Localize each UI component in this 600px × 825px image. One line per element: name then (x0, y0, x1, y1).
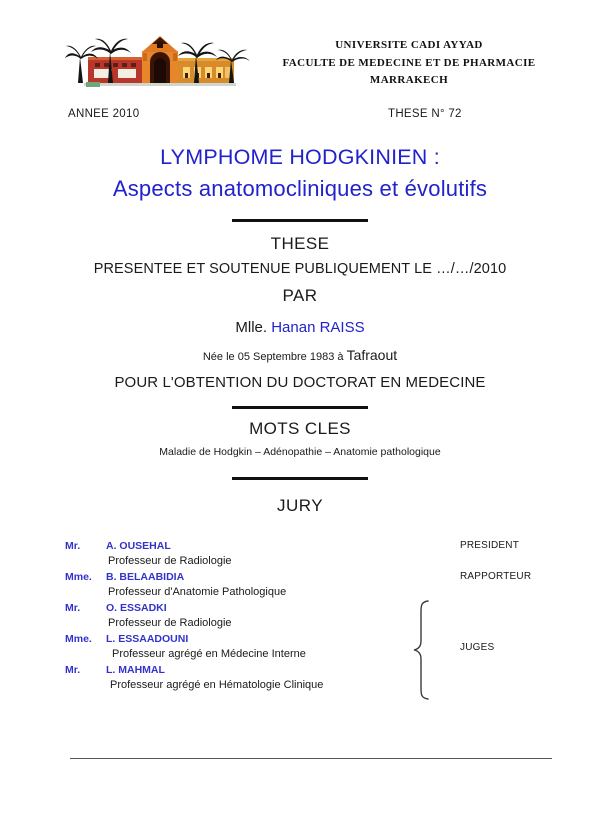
academic-year: ANNEE 2010 (68, 108, 140, 120)
jury-member-description: Professeur de Radiologie (108, 555, 232, 567)
jury-member-identity (0, 571, 600, 586)
candidate-civility: Mlle. (235, 319, 268, 336)
jury-member-description: Professeur de Radiologie (108, 617, 232, 629)
year-and-thesis-number-row (0, 108, 600, 124)
birth-date-prefix: Née le 05 Septembre 1983 à (202, 351, 344, 363)
jury-member-civility: Mr. (65, 540, 81, 552)
footer-rule (70, 758, 552, 759)
jury-member-identity (0, 664, 600, 679)
candidate-birth-line (0, 347, 600, 363)
jury-member-civility: Mr. (65, 602, 81, 614)
jury-member-row (0, 602, 600, 629)
jury-member-role: RAPPORTEUR (460, 571, 532, 582)
page-header (0, 33, 600, 95)
thesis-presentation-line: PRESENTEE ET SOUTENUE PUBLIQUEMENT LE …/…/2010 (93, 261, 507, 277)
jury-member-civility: Mr. (65, 664, 81, 676)
degree-purpose-line: POUR L'OBTENTION DU DOCTORAT EN MEDECINE (114, 374, 486, 391)
jury-member-row (0, 540, 600, 567)
jury-member-list (0, 540, 600, 700)
jury-member-identity (0, 602, 600, 617)
jury-member-identity (0, 633, 600, 648)
jury-member-civility: Mme. (65, 633, 92, 645)
jury-member-name: O. ESSADKI (106, 602, 167, 614)
jury-member-description: Professeur d'Anatomie Pathologique (108, 586, 287, 598)
birth-place: Tafraout (346, 347, 398, 363)
jury-member-row (0, 664, 600, 691)
title-line-2: Aspects anatomocliniques et évolutifs (112, 176, 488, 201)
jury-member-description: Professeur agrégé en Médecine Interne (112, 648, 306, 660)
jury-member-row (0, 633, 600, 660)
candidate-line (0, 319, 600, 336)
jury-member-identity (0, 540, 600, 555)
thesis-heading: THESE (270, 234, 330, 253)
jury-member-row (0, 571, 600, 598)
curly-brace-icon (412, 600, 434, 700)
thesis-number: THESE N° 72 (388, 108, 462, 120)
jury-member-name: L. ESSAADOUNI (106, 633, 189, 645)
university-name-block (280, 37, 538, 90)
jury-member-name: L. MAHMAL (106, 664, 165, 676)
separator-rule-top (232, 219, 368, 222)
thesis-by-label: PAR (282, 286, 318, 305)
university-building-logo (64, 33, 254, 91)
keywords-heading: MOTS CLES (249, 419, 351, 438)
jury-member-name: A. OUSEHAL (106, 540, 171, 552)
university-line-2: FACULTE DE MEDECINE ET DE PHARMACIE (282, 56, 536, 69)
page-title (0, 141, 600, 205)
candidate-name: Hanan RAISS (271, 319, 365, 336)
keywords-list: Maladie de Hodgkin – Adénopathie – Anatomie pathologique (159, 446, 441, 458)
university-line-3: MARRAKECH (369, 74, 449, 86)
jury-member-civility: Mme. (65, 571, 92, 583)
separator-rule-keywords-bottom (232, 477, 368, 480)
separator-rule-keywords-top (232, 406, 368, 409)
jury-member-description: Professeur agrégé en Hématologie Clinique (110, 679, 324, 691)
jury-member-role: PRESIDENT (460, 540, 520, 551)
jury-heading: JURY (276, 496, 324, 515)
university-line-1: UNIVERSITE CADI AYYAD (335, 39, 483, 51)
title-line-1: LYMPHOME HODGKINIEN : (160, 145, 440, 169)
jury-member-name: B. BELAABIDIA (106, 571, 185, 583)
jury-group-label: JUGES (460, 642, 495, 653)
